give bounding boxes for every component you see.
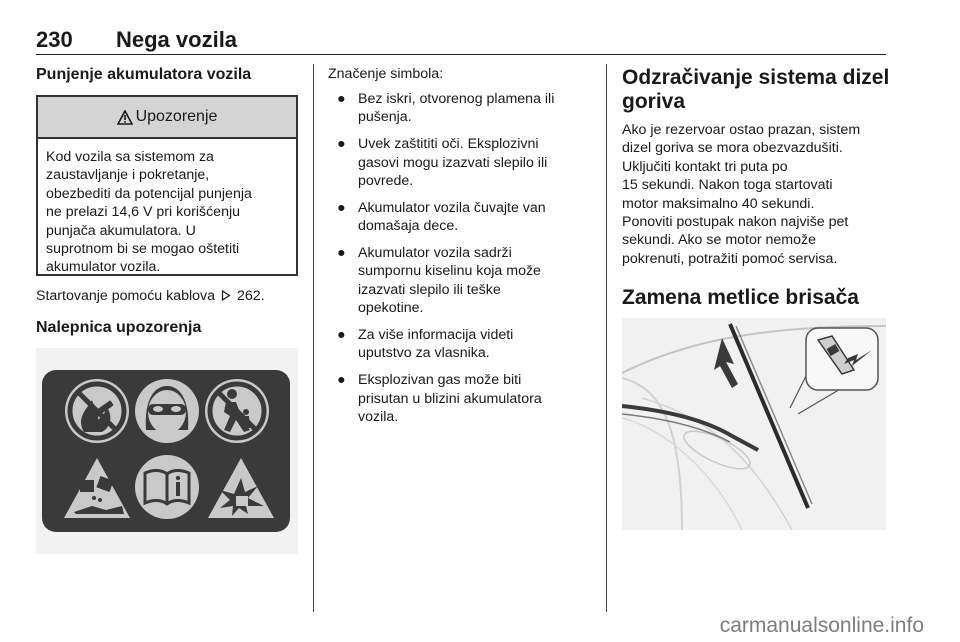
- list-item-line: povrede.: [358, 173, 414, 190]
- list-item: [328, 90, 588, 127]
- list-item-line: Uvek zaštititi oči. Eksplozivni: [358, 136, 539, 153]
- diesel-bleeding-text: [622, 121, 888, 268]
- jump-start-reference[interactable]: [36, 288, 265, 304]
- list-item: [328, 135, 588, 190]
- list-item-line: domašaja dece.: [358, 218, 459, 235]
- column-divider-left: [313, 64, 314, 612]
- body-line: sekundi. Ako se motor nemože: [622, 232, 816, 249]
- section-title: Nega vozila: [116, 27, 238, 52]
- list-item: [328, 244, 588, 318]
- eye-protection-icon: [135, 379, 199, 443]
- wiper-replacement-heading: Zamena metlice brisača: [622, 286, 859, 309]
- bullet-icon: ●: [337, 199, 346, 216]
- page-number: 230: [36, 27, 73, 52]
- list-item-line: Za više informacija videti: [358, 327, 514, 344]
- warning-line: zaustavljanje i pokretanje,: [46, 167, 210, 184]
- body-line: Uključiti kontakt tri puta po: [622, 158, 788, 175]
- bullet-icon: ●: [337, 372, 346, 389]
- diesel-bleeding-heading: [622, 66, 892, 114]
- list-item-line: gasovi mogu izazvati slepilo ili: [358, 154, 548, 171]
- list-item-line: uputstvo za vlasnika.: [358, 345, 490, 362]
- bullet-icon: ●: [337, 245, 346, 262]
- column-divider-right: [606, 64, 607, 612]
- bullet-icon: ●: [337, 136, 346, 153]
- list-item-line: prisutan u blizini akumulatora: [358, 390, 542, 407]
- warning-label-figure: [36, 348, 298, 554]
- symbols-title: Značenje simbola:: [328, 66, 444, 82]
- warning-box: [36, 95, 298, 276]
- page-reference-icon: [219, 288, 233, 304]
- wiper-blade-figure: [622, 318, 886, 530]
- jump-start-text: Startovanje pomoću kablova: [36, 288, 216, 304]
- heading-line: goriva: [622, 90, 686, 113]
- list-item-line: opekotine.: [358, 300, 424, 317]
- warning-line: Kod vozila sa sistemom za: [46, 149, 214, 165]
- warning-label-heading: Nalepnica upozorenja: [36, 319, 202, 336]
- body-line: Ponoviti postupak nakon najviše pet: [622, 214, 849, 231]
- watermark: carmanualsonline.info: [719, 614, 924, 637]
- keep-children-away-icon: [205, 379, 269, 443]
- list-item-line: izazvati slepilo ili teške: [358, 281, 501, 298]
- list-item: [328, 326, 588, 363]
- no-smoking-icon: [65, 379, 129, 443]
- warning-line: obezbediti da potencijal punjenja: [46, 185, 252, 202]
- wiper-arm: [622, 406, 758, 450]
- bullet-icon: ●: [337, 327, 346, 344]
- warning-title: Upozorenje: [135, 108, 218, 125]
- warning-header: [38, 97, 296, 139]
- body-line: Ako je rezervoar ostao prazan, sistem: [622, 122, 861, 138]
- list-item: [328, 371, 588, 426]
- warning-text: [38, 139, 296, 277]
- header-rule: [36, 54, 886, 55]
- warning-line: suprotnom bi se mogao oštetiti: [46, 241, 240, 258]
- list-item-line: vozila.: [358, 409, 399, 426]
- list-item-line: Akumulator vozila čuvajte van: [358, 199, 546, 216]
- heading-line: Odzračivanje sistema dizel: [622, 66, 890, 89]
- battery-charging-heading: Punjenje akumulatora vozila: [36, 66, 252, 83]
- list-item: [328, 199, 588, 236]
- warning-line: punjača akumulatora. U: [46, 222, 196, 239]
- body-line: 15 sekundi. Nakon toga startovati: [622, 177, 833, 194]
- jump-start-page: 262.: [236, 288, 265, 304]
- body-line: dizel goriva se mora obezvazdušiti.: [622, 140, 843, 157]
- list-item-line: Bez iskri, otvorenog plamena ili: [358, 91, 555, 107]
- warning-triangle-icon: [117, 110, 133, 125]
- body-line: pokrenuti, potražiti pomoć servisa.: [622, 250, 838, 267]
- list-item-line: Eksplozivan gas može biti: [358, 372, 522, 389]
- wiper-blade: [730, 324, 808, 508]
- list-item-line: Akumulator vozila sadrži: [358, 245, 512, 262]
- read-manual-icon: [135, 455, 199, 519]
- warning-line: ne prelazi 14,6 V pri korišćenju: [46, 204, 240, 221]
- bullet-icon: ●: [337, 91, 346, 107]
- body-line: motor maksimalno 40 sekundi.: [622, 195, 815, 212]
- list-item-line: sumpornu kiselinu koja može: [358, 263, 541, 280]
- warning-line: akumulator vozila.: [46, 259, 161, 276]
- arrow-up-icon: [714, 338, 738, 388]
- list-item-line: pušenja.: [358, 109, 412, 126]
- symbols-list: [328, 90, 588, 435]
